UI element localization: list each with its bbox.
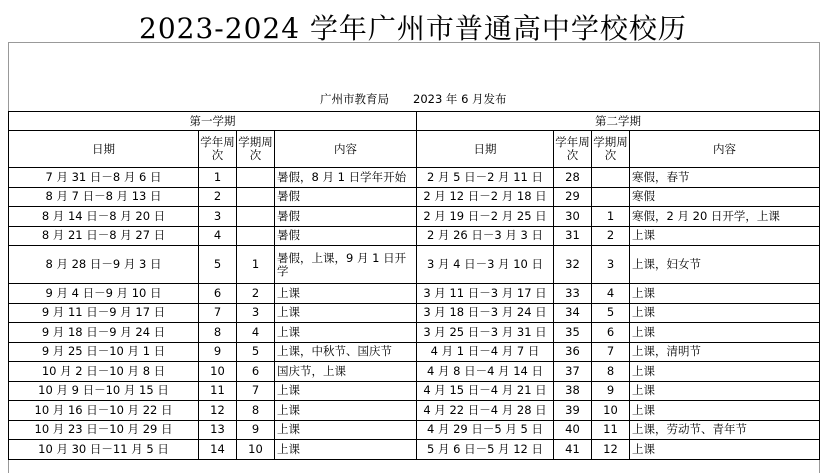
table-row xyxy=(9,342,820,362)
publisher-line xyxy=(320,92,507,106)
date-cell: 4 月 22 日－4 月 28 日 xyxy=(417,401,554,421)
term-week-cell: 6 xyxy=(237,362,275,382)
term-week-cell: 1 xyxy=(237,246,275,284)
term-week-cell: 4 xyxy=(237,323,275,343)
year-week-cell: 12 xyxy=(199,401,237,421)
content-cell: 上课 xyxy=(275,420,417,440)
publisher-release: 2023 年 6 月发布 xyxy=(413,92,507,106)
year-week-cell: 2 xyxy=(199,187,237,207)
year-week-cell: 6 xyxy=(199,284,237,304)
term-week-cell xyxy=(592,168,630,188)
year-week-cell: 28 xyxy=(554,168,592,188)
date-cell: 8 月 7 日－8 月 13 日 xyxy=(9,187,199,207)
content-cell: 寒假 xyxy=(630,187,820,207)
content-cell: 上课，清明节 xyxy=(630,342,820,362)
content-cell: 上课 xyxy=(275,303,417,323)
term-week-cell: 7 xyxy=(592,342,630,362)
year-week-cell: 39 xyxy=(554,401,592,421)
term-week-cell: 8 xyxy=(592,362,630,382)
content-cell: 上课 xyxy=(630,440,820,460)
date-cell: 2 月 5 日－2 月 11 日 xyxy=(417,168,554,188)
term-week-cell: 6 xyxy=(592,323,630,343)
term-week-cell: 3 xyxy=(592,246,630,284)
date-cell: 4 月 1 日－4 月 7 日 xyxy=(417,342,554,362)
term-week-cell: 9 xyxy=(592,381,630,401)
term-week-cell: 5 xyxy=(237,342,275,362)
calendar-rows xyxy=(9,168,820,460)
year-week-cell: 34 xyxy=(554,303,592,323)
date-cell: 10 月 2 日－10 月 8 日 xyxy=(9,362,199,382)
date-cell: 8 月 28 日－9 月 3 日 xyxy=(9,246,199,284)
term-week-cell: 2 xyxy=(592,226,630,246)
table-row xyxy=(9,303,820,323)
term-week-cell: 7 xyxy=(237,381,275,401)
content-cell: 暑假 xyxy=(275,207,417,227)
content-cell: 暑假，上课，9 月 1 日开学 xyxy=(275,246,417,284)
content-cell: 寒假，春节 xyxy=(630,168,820,188)
table-row xyxy=(9,168,820,188)
content-cell: 上课 xyxy=(630,323,820,343)
date-cell: 10 月 9 日－10 月 15 日 xyxy=(9,381,199,401)
col-year-week-1: 学年周次 xyxy=(199,131,237,168)
year-week-cell: 32 xyxy=(554,246,592,284)
term-week-cell: 4 xyxy=(592,284,630,304)
year-week-cell: 8 xyxy=(199,323,237,343)
year-week-cell: 30 xyxy=(554,207,592,227)
year-week-cell: 37 xyxy=(554,362,592,382)
term-week-cell xyxy=(237,168,275,188)
date-cell: 4 月 15 日－4 月 21 日 xyxy=(417,381,554,401)
year-week-cell: 13 xyxy=(199,420,237,440)
table-row xyxy=(9,362,820,382)
term-week-cell: 12 xyxy=(592,440,630,460)
content-cell: 寒假，2 月 20 日开学，上课 xyxy=(630,207,820,227)
content-cell: 上课 xyxy=(630,303,820,323)
content-cell: 上课 xyxy=(630,362,820,382)
content-cell: 上课，中秋节、国庆节 xyxy=(275,342,417,362)
date-cell: 2 月 19 日－2 月 25 日 xyxy=(417,207,554,227)
year-week-cell: 36 xyxy=(554,342,592,362)
date-cell: 2 月 12 日－2 月 18 日 xyxy=(417,187,554,207)
year-week-cell: 3 xyxy=(199,207,237,227)
year-week-cell: 29 xyxy=(554,187,592,207)
year-week-cell: 9 xyxy=(199,342,237,362)
term-week-cell: 3 xyxy=(237,303,275,323)
year-week-cell: 1 xyxy=(199,168,237,188)
col-term-week-1: 学期周次 xyxy=(237,131,275,168)
term-week-cell xyxy=(237,207,275,227)
year-week-cell: 38 xyxy=(554,381,592,401)
date-cell: 8 月 21 日－8 月 27 日 xyxy=(9,226,199,246)
content-cell: 上课，妇女节 xyxy=(630,246,820,284)
col-year-week-2: 学年周次 xyxy=(554,131,592,168)
year-week-cell: 35 xyxy=(554,323,592,343)
table-row xyxy=(9,284,820,304)
content-cell: 上课 xyxy=(630,401,820,421)
content-cell: 上课 xyxy=(275,323,417,343)
table-row xyxy=(9,323,820,343)
date-cell: 7 月 31 日－8 月 6 日 xyxy=(9,168,199,188)
table-row xyxy=(9,207,820,227)
col-date-1: 日期 xyxy=(9,131,199,168)
date-cell: 8 月 14 日－8 月 20 日 xyxy=(9,207,199,227)
term-week-cell: 1 xyxy=(592,207,630,227)
content-cell: 上课 xyxy=(275,381,417,401)
content-cell: 上课 xyxy=(275,401,417,421)
table-row xyxy=(9,187,820,207)
term-week-cell: 11 xyxy=(592,420,630,440)
content-cell: 上课 xyxy=(630,381,820,401)
term-week-cell: 10 xyxy=(237,440,275,460)
year-week-cell: 11 xyxy=(199,381,237,401)
col-content-2: 内容 xyxy=(630,131,820,168)
table-row xyxy=(9,246,820,284)
table-row xyxy=(9,440,820,460)
date-cell: 9 月 4 日－9 月 10 日 xyxy=(9,284,199,304)
year-week-cell: 41 xyxy=(554,440,592,460)
year-week-cell: 14 xyxy=(199,440,237,460)
publisher-org: 广州市教育局 xyxy=(320,92,389,106)
date-cell: 4 月 8 日－4 月 14 日 xyxy=(417,362,554,382)
table-row xyxy=(9,226,820,246)
date-cell: 3 月 11 日－3 月 17 日 xyxy=(417,284,554,304)
content-cell: 上课 xyxy=(630,226,820,246)
content-cell: 国庆节，上课 xyxy=(275,362,417,382)
date-cell: 3 月 4 日－3 月 10 日 xyxy=(417,246,554,284)
term-week-cell: 5 xyxy=(592,303,630,323)
second-semester-header: 第二学期 xyxy=(417,112,820,131)
date-cell: 4 月 29 日－5 月 5 日 xyxy=(417,420,554,440)
term-week-cell: 10 xyxy=(592,401,630,421)
year-week-cell: 10 xyxy=(199,362,237,382)
term-week-cell: 9 xyxy=(237,420,275,440)
year-week-cell: 31 xyxy=(554,226,592,246)
col-term-week-2: 学期周次 xyxy=(592,131,630,168)
school-calendar-table xyxy=(8,111,820,460)
date-cell: 5 月 6 日－5 月 12 日 xyxy=(417,440,554,460)
col-date-2: 日期 xyxy=(417,131,554,168)
table-row xyxy=(9,381,820,401)
year-week-cell: 7 xyxy=(199,303,237,323)
year-week-cell: 40 xyxy=(554,420,592,440)
content-cell: 上课 xyxy=(275,284,417,304)
table-row xyxy=(9,401,820,421)
content-cell: 上课 xyxy=(275,440,417,460)
date-cell: 9 月 25 日－10 月 1 日 xyxy=(9,342,199,362)
first-semester-header: 第一学期 xyxy=(9,112,417,131)
page-title: 2023-2024 学年广州市普通高中学校校历 xyxy=(139,12,687,45)
date-cell: 10 月 23 日－10 月 29 日 xyxy=(9,420,199,440)
content-cell: 暑假 xyxy=(275,187,417,207)
date-cell: 10 月 16 日－10 月 22 日 xyxy=(9,401,199,421)
content-cell: 暑假，8 月 1 日学年开始 xyxy=(275,168,417,188)
term-week-cell: 8 xyxy=(237,401,275,421)
content-cell: 上课 xyxy=(630,284,820,304)
content-cell: 上课，劳动节、青年节 xyxy=(630,420,820,440)
term-week-cell xyxy=(237,226,275,246)
semester-header-row xyxy=(9,112,820,131)
term-week-cell xyxy=(237,187,275,207)
date-cell: 10 月 30 日－11 月 5 日 xyxy=(9,440,199,460)
date-cell: 3 月 18 日－3 月 24 日 xyxy=(417,303,554,323)
date-cell: 9 月 18 日－9 月 24 日 xyxy=(9,323,199,343)
content-cell: 暑假 xyxy=(275,226,417,246)
date-cell: 3 月 25 日－3 月 31 日 xyxy=(417,323,554,343)
year-week-cell: 33 xyxy=(554,284,592,304)
column-header-row xyxy=(9,131,820,168)
col-content-1: 内容 xyxy=(275,131,417,168)
year-week-cell: 4 xyxy=(199,226,237,246)
term-week-cell xyxy=(592,187,630,207)
term-week-cell: 2 xyxy=(237,284,275,304)
table-row xyxy=(9,420,820,440)
year-week-cell: 5 xyxy=(199,246,237,284)
date-cell: 2 月 26 日－3 月 3 日 xyxy=(417,226,554,246)
date-cell: 9 月 11 日－9 月 17 日 xyxy=(9,303,199,323)
